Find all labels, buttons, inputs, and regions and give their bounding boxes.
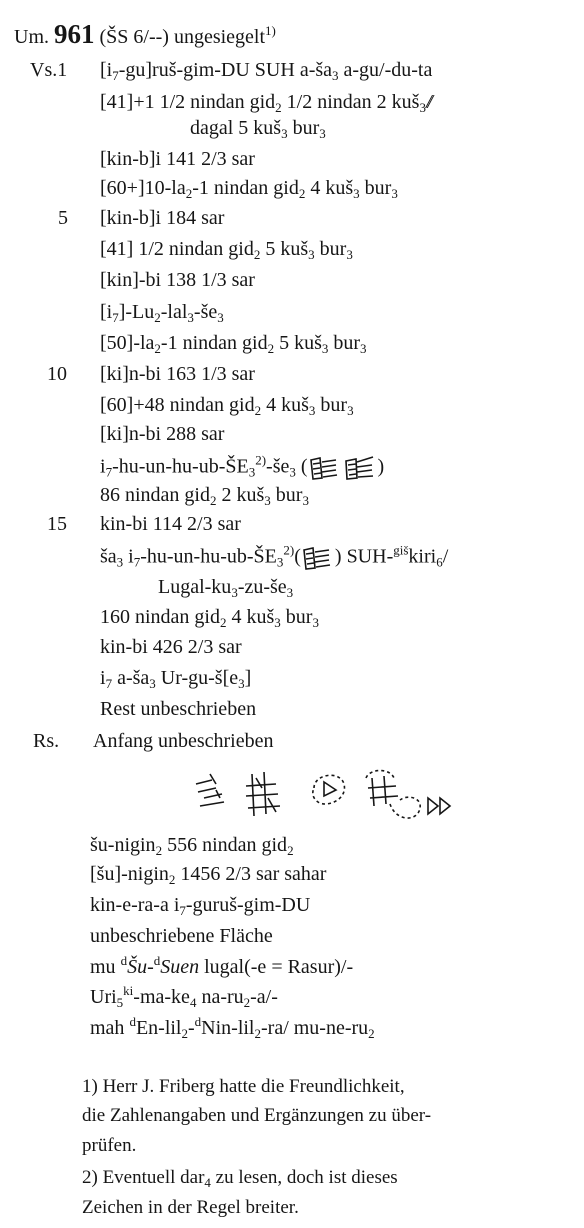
header-prefix: Um. [14,26,49,48]
document-header [14,19,276,49]
obverse-line-6: [41] 1/2 nindan gid$_2$ 5 kuš$_3$ bur$_3$ [100,238,353,262]
obverse-line-8: $[i_7]-Lu_2-lal_3-še_3$ [100,301,224,325]
double-slash-mark: // [425,91,430,113]
obverse-line-14: 86 nindan gid$_2$ 2 kuš$_3$ bur$_3$ [100,484,309,508]
obverse-line-16-continued: Lugal-$ku_3-zu-še_3$ [158,576,294,600]
reverse-remark-blank: unbeschriebene Fläche [90,925,273,947]
footnote-2-line-1: 2) Eventuell dar$_4$ zu lesen, doch ist dieses [82,1167,398,1190]
reverse-line-2: [šu]-nigin$_2$ 1456 2/3 sar sahar [90,863,327,887]
footnote-1-line-1: 1) Herr J. Friberg hatte die Freundlichkeit, [82,1076,405,1097]
obverse-line-1: $[i_7-gu]ruš-gim-DU$ SUH $a-ša_3$ a-gu/-du-ta [100,59,433,83]
obverse-line-13: $i_7-hu-un-hu-ub-ŠE_3^{2)}-še_3$ ( ) [100,454,384,482]
obverse-line-16: $ša_3$ $i_7-hu-un-hu-ub-ŠE_3^{2)}$( ) SUH-$^{giš}$kiri$_6$/ [100,544,448,572]
line-number-15: 15 [47,513,67,535]
reverse-line-5: $Uri_5^{ki}-ma-ke_4$ $na-ru_2-a/-$ [90,983,278,1010]
reverse-label: Rs. [33,730,60,752]
cuneiform-sign-drawing [342,454,378,482]
obverse-line-7: [kin]-bi 138 1/3 sar [100,269,255,291]
reverse-remark: Anfang unbeschrieben [93,730,274,752]
reverse-line-1: šu-nigin$_2$ 556 nindan gid$_2$ [90,834,294,858]
obverse-line-11: [60]+48 nindan gid$_2$ 4 kuš$_3$ bur$_3$ [100,394,354,418]
cuneiform-sign-drawing [308,454,342,482]
reverse-line-3: kin-e-ra-a $i_7-guruš-gim-DU$ [90,894,311,918]
footnote-ref: 1) [265,23,276,38]
obverse-line-3: [kin-b]i 141 2/3 sar [100,148,255,170]
cuneiform-sign-drawing [301,544,335,572]
cuneiform-seal-drawing [190,764,460,832]
obverse-line-19: $i_7$ $a-ša_3$ $Ur-gu-š[e_3]$ [100,667,252,691]
obverse-line-18: kin-bi 426 2/3 sar [100,636,242,658]
footnote-2-line-2: Zeichen in der Regel breiter. [82,1197,299,1218]
obverse-line-9: $[50]-la_2-1$ nindan gid$_2$ 5 kuš$_3$ bur$_3$ [100,332,367,356]
reverse-line-6: mah $^d$En-lil$_2$-$^d$Nin-lil$_2$-ra/ $mu-ne-ru_2$ [90,1014,375,1041]
obverse-line-2: [41]+1 1/2 nindan gid$_2$ 1/2 nindan 2 kuš$_3$// [100,91,430,115]
seal-reference: (ŠS 6/--) [99,26,169,48]
obverse-line-5: [kin-b]i 184 sar [100,207,225,229]
obverse-line-2-continued: dagal 5 kuš$_3$ bur$_3$ [190,117,326,141]
obverse-remark: Rest unbeschrieben [100,698,257,720]
obverse-line-4: $[60+]10-la_2-1$ nindan gid$_2$ 4 kuš$_3$ bur$_3$ [100,177,398,201]
footnote-1-line-2: die Zahlenangaben und Ergänzungen zu über- [82,1105,432,1126]
seal-status: ungesiegelt [173,26,266,48]
obverse-line-10: [ki]n-bi 163 1/3 sar [100,363,255,385]
line-number-5: 5 [58,207,68,229]
line-number-10: 10 [47,363,67,385]
obverse-line-12: [ki]n-bi 288 sar [100,423,225,445]
reverse-line-4: mu $^d$Šu-$^d$Suen lugal(-e = Rasur)/- [90,953,354,978]
footnote-1-line-3: prüfen. [82,1135,137,1156]
obverse-label: Vs.1 [30,59,68,81]
obverse-line-17: 160 nindan gid$_2$ 4 kuš$_3$ bur$_3$ [100,606,319,630]
obverse-line-15: kin-bi 114 2/3 sar [100,513,241,535]
text-number: 961 [54,19,95,49]
